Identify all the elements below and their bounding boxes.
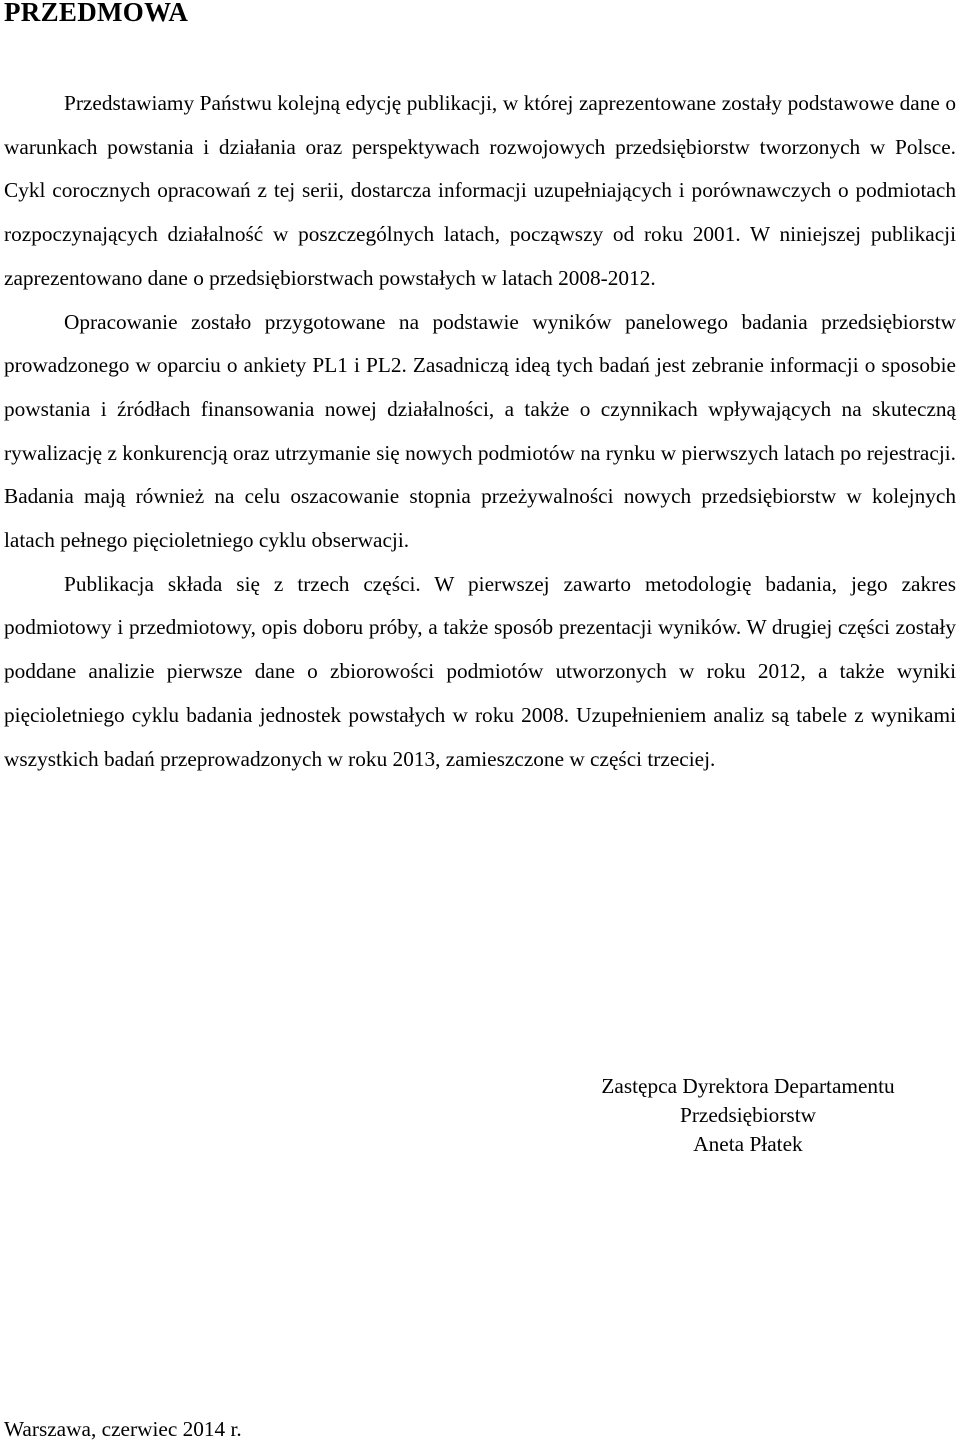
signature-name: Aneta Płatek xyxy=(693,1132,803,1156)
place-and-date: Warszawa, czerwiec 2014 r. xyxy=(4,1417,242,1441)
paragraph-intro: Przedstawiamy Państwu kolejną edycję publikacji, w której zaprezentowane zostały podstawowe dane o warunkach powstania i działania oraz perspektywach rozwojowych przedsiębiorstw tworzonych w Polsce. Cykl corocznych opracowań z tej serii, dostarcza informacji uzupełniających i porównawczych o podmiotach rozpoczynających działalność w poszczególnych latach, począwszy od roku 2001. W niniejszej publikacji zaprezentowano dane o przedsiębiorstwach powstałych w latach 2008-2012. xyxy=(4,91,956,290)
paragraph-methodology: Opracowanie zostało przygotowane na podstawie wyników panelowego badania przedsiębiorstw prowadzonego w oparciu o ankiety PL1 i PL2. Zasadniczą ideą tych badań jest zebranie informacji o sposobie powstania i źródłach finansowania nowej działalności, a także o czynnikach wpływających na skuteczną rywalizację z konkurencją oraz utrzymanie się nowych podmiotów na rynku w pierwszych latach po rejestracji. Badania mają również na celu oszacowanie stopnia przeżywalności nowych przedsiębiorstw w kolejnych latach pełnego pięcioletniego cyklu obserwacji. xyxy=(4,309,956,553)
paragraph-structure: Publikacja składa się z trzech części. W pierwszej zawarto metodologię badania, jego zakres podmiotowy i przedmiotowy, opis doboru próby, a także sposób prezentacji wyników. W drugiej części zostały poddane analizie pierwsze dane o zbiorowości podmiotów utworzonych w roku 2012, a także wyniki pięcioletniego cyklu badania jednostek powstałych w roku 2008. Uzupełnieniem analiz są tabele z wynikami wszystkich badań przeprowadzonych w roku 2013, zamieszczone w części trzeciej. xyxy=(4,571,956,771)
preface-body xyxy=(4,82,956,781)
signature-block xyxy=(548,1072,948,1159)
signature-title-line1: Zastępca Dyrektora Departamentu xyxy=(601,1074,895,1098)
signature-title-line2: Przedsiębiorstw xyxy=(679,1103,817,1127)
page-title: PRZEDMOWA xyxy=(4,0,189,27)
